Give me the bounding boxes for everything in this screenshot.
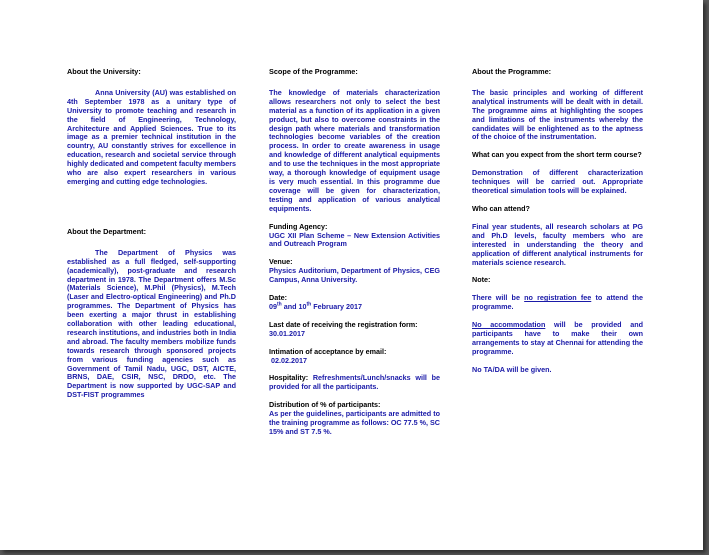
lastdate-value: 30.01.2017 [269, 328, 305, 338]
lastdate-label: Last date of receiving the registration form: [269, 319, 418, 329]
scope-text: The knowledge of materials characterization allows researchers not only to select the best material as a function of its application in a given product, but also to overcome constraints in the design path where materials and transformation technologies become variables of the creation process. In order to create awareness in usage and knowledge of different analytical equipments and to use the techniques in the most appropriate way, a thorough knowledge of equipment usage is very much essential. In this programme due coverage will be given for characterization, testing and application of various analytical equipments. [269, 87, 440, 213]
funding-label: Funding Agency: [269, 221, 328, 231]
attend-text: Final year students, all research scholars at PG and Ph.D levels, faculty members who are interested in understanding the theory and application of different analytical instruments for materials science research. [472, 221, 643, 267]
scope-heading: Scope of the Programme: [269, 67, 358, 76]
hospitality-value: Refreshments/Lunch/snacks will be provided for all the participants. [269, 373, 440, 392]
expect-text: Demonstration of different characterization techniques will be carried out. Appropriate theoretical simulation tools will be explained. [472, 168, 643, 196]
about-programme-text: The basic principles and working of different analytical instruments will be dealt with in detail. The programme aims at highlighting the scopes and limitations of the instruments whereby the candidates will be enlightened as to the aptness of the choice of the instrumentation. [472, 87, 643, 142]
university-heading: About the University: [67, 67, 141, 76]
note-tada: No TA/DA will be given. [472, 364, 552, 374]
university-text: Anna University (AU) was established on 4th September 1978 as a unitary type of University to promote teaching and research in the field of Engineering, Technology, Architecture and Applied Sciences. True to its image as a premier technical institution in the country, AU constantly strives for excellence in education, research and societal service through highly dedicated and competent faculty members who are also expert researchers in various emerging and cutting edge technologies. [67, 87, 236, 186]
note-registration: There will be no registration fee to attend the programme. [472, 293, 643, 312]
date-value: 09th and 10th February 2017 [269, 301, 362, 311]
attend-heading: Who can attend? [472, 203, 530, 213]
about-programme-heading: About the Programme: [472, 67, 552, 76]
intimation-label: Intimation of acceptance by email: [269, 346, 387, 356]
expect-heading: What can you expect from the short term course? [472, 150, 642, 160]
note-accommodation: No accommodation will be provided and participants have to make their own arrangements to stay at Chennai for attending the programme. [472, 320, 643, 356]
column-middle [269, 68, 440, 437]
hospitality-label: Hospitality: [269, 373, 309, 383]
column-right [472, 68, 643, 375]
hospitality-text [269, 374, 440, 392]
distribution-value: As per the guidelines, participants are admitted to the training programme as follows: OC 77.5 %, SC 15% and ST 7.5 %. [269, 409, 440, 436]
venue-label: Venue: [269, 257, 293, 267]
department-heading: About the Department: [67, 226, 147, 236]
distribution-label: Distribution of % of participants: [269, 400, 381, 410]
column-left [67, 68, 236, 400]
intimation-value: 02.02.2017 [271, 355, 307, 365]
venue-value: Physics Auditorium, Department of Physics, CEG Campus, Anna University. [269, 266, 440, 285]
department-text: The Department of Physics was established as a full fledged, self-supporting (academically), post-graduate and research department in 1978. The Department offers M.Sc (Materials Science), M.Phil (Physics), M.Tech (Laser and Electro-optical Engineering) and Ph.D programmes. The Department of Physics has been exerting a major thrust in establishing collaboration with other leading educational, research institutions, and industries both in India and abroad. The faculty members mobilize funds towards research through sponsored projects from various funding agencies such as Government of Tamil Nadu, UGC, DST, AICTE, BRNS, DAE, CSIR, NSC, DRDO, etc. The Department is now supported by UGC-SAP and DST-FIST programmes [67, 247, 236, 400]
funding-value: UGC XII Plan Scheme – New Extension Activities and Outreach Program [269, 230, 440, 249]
note-heading: Note: [472, 275, 491, 285]
date-label: Date: [269, 293, 287, 303]
